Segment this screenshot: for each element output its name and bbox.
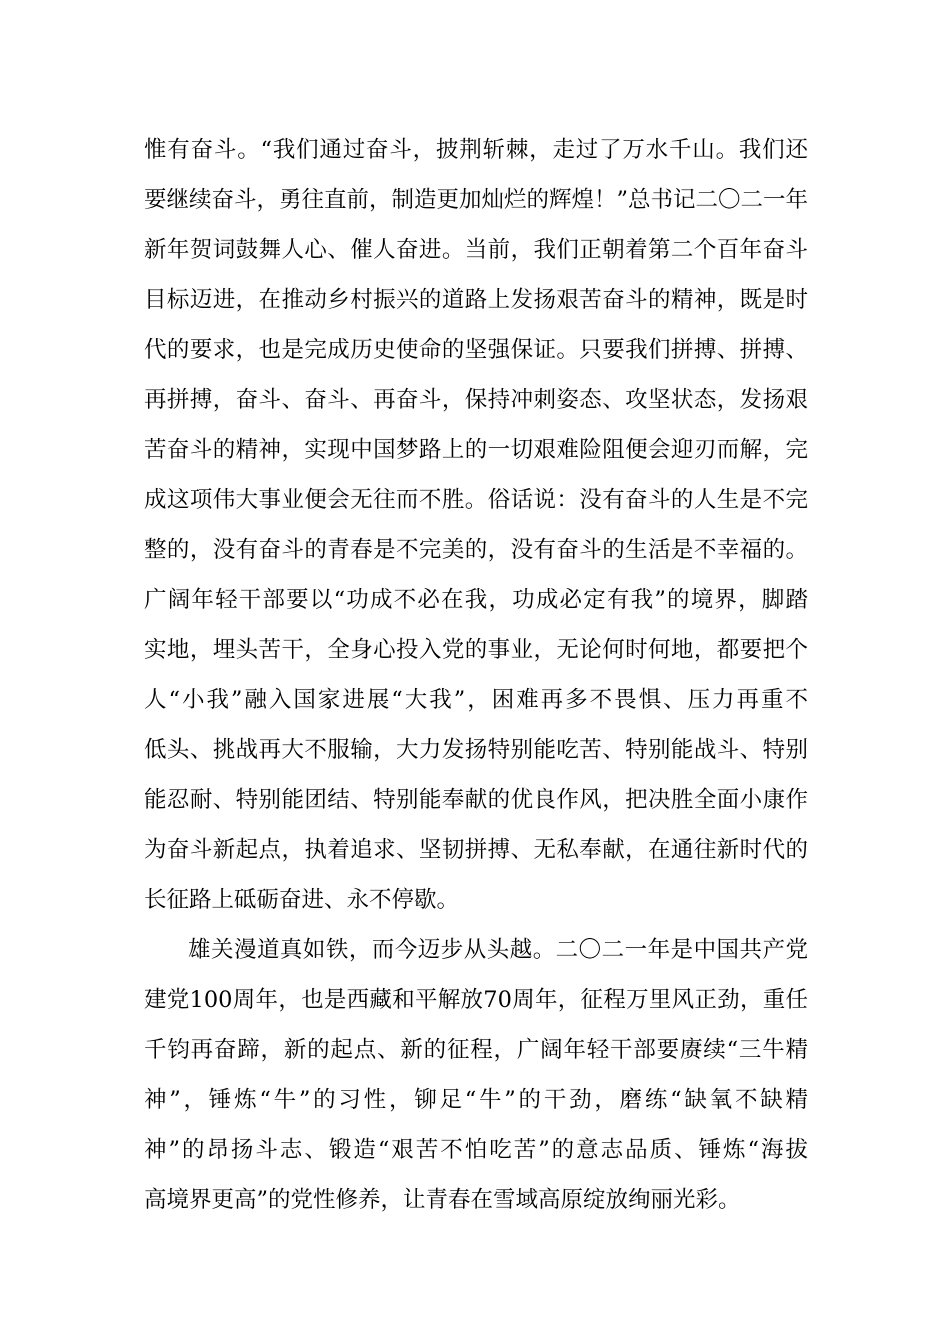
text-line: 高境界更高”的党性修养，让青春在雪域高原绽放绚丽光彩。 xyxy=(144,1187,741,1213)
text-line: 惟有奋斗。“我们通过奋斗，披荆斩棘，走过了万水千山。我们还 xyxy=(144,137,808,163)
text-line: 神”的昂扬斗志、锻造“艰苦不怕吃苦”的意志品质、锤炼“海拔 xyxy=(144,1137,808,1163)
text-line: 要继续奋斗，勇往直前，制造更加灿烂的辉煌！”总书记二〇二一年 xyxy=(144,187,809,213)
text-line: 整的，没有奋斗的青春是不完美的，没有奋斗的生活是不幸福的。 xyxy=(144,537,808,563)
text-line: 千钧再奋蹄，新的起点、新的征程，广阔年轻干部要赓续“三牛精 xyxy=(144,1037,808,1063)
text-line: 新年贺词鼓舞人心、催人奋进。当前，我们正朝着第二个百年奋斗 xyxy=(144,237,808,263)
text-line: 成这项伟大事业便会无往而不胜。俗话说：没有奋斗的人生是不完 xyxy=(144,487,808,513)
text-line: 再拼搏，奋斗、奋斗、再奋斗，保持冲刺姿态、攻坚状态，发扬艰 xyxy=(144,387,808,413)
text-line: 能忍耐、特别能团结、特别能奉献的优良作风，把决胜全面小康作 xyxy=(144,787,808,813)
text-line: 广阔年轻干部要以“功成不必在我，功成必定有我”的境界，脚踏 xyxy=(144,587,808,613)
text-line: 代的要求，也是完成历史使命的坚强保证。只要我们拼搏、拼搏、 xyxy=(144,337,808,363)
text-line: 苦奋斗的精神，实现中国梦路上的一切艰难险阻便会迎刃而解，完 xyxy=(144,437,808,463)
text-line: 长征路上砥砺奋进、永不停歇。 xyxy=(144,887,460,913)
text-line: 雄关漫道真如铁，而今迈步从头越。二〇二一年是中国共产党 xyxy=(188,937,808,963)
text-line: 建党100周年，也是西藏和平解放70周年，征程万里风正劲，重任 xyxy=(144,987,808,1013)
text-line: 神”，锤炼“牛”的习性，铆足“牛”的干劲，磨练“缺氧不缺精 xyxy=(144,1087,808,1113)
text-line: 为奋斗新起点，执着追求、坚韧拼搏、无私奉献，在通往新时代的 xyxy=(144,837,808,863)
text-line: 低头、挑战再大不服输，大力发扬特别能吃苦、特别能战斗、特别 xyxy=(144,737,808,763)
text-line: 人“小我”融入国家进展“大我”，困难再多不畏惧、压力再重不 xyxy=(144,687,808,713)
text-line: 目标迈进，在推动乡村振兴的道路上发扬艰苦奋斗的精神，既是时 xyxy=(144,287,808,313)
text-line: 实地，埋头苦干，全身心投入党的事业，无论何时何地，都要把个 xyxy=(144,637,808,663)
